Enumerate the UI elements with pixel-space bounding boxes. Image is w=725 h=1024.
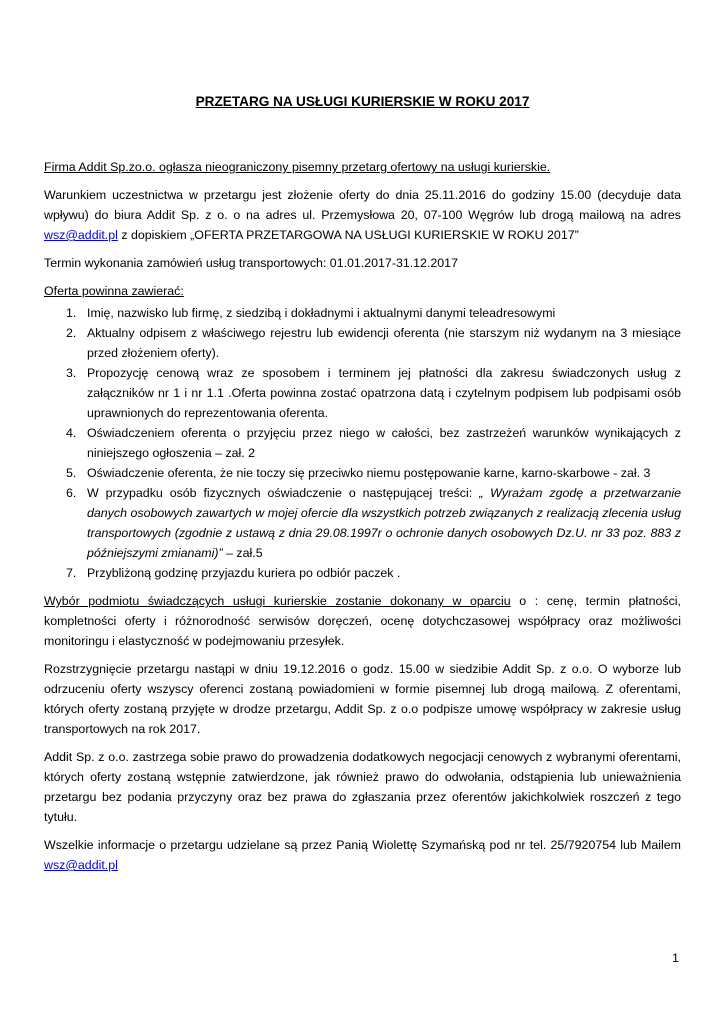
- list-item-text: W przypadku osób fizycznych oświadczenie o następującej treści:: [87, 486, 480, 500]
- term-paragraph: Termin wykonania zamówień usług transportowych: 01.01.2017-31.12.2017: [44, 256, 458, 270]
- list-item-text-after: – zał.5: [222, 546, 263, 560]
- list-item-text: Imię, nazwisko lub firmę, z siedzibą i dokładnymi i aktualnymi danymi teleadresowymi: [87, 306, 556, 320]
- page-number: 1: [672, 951, 679, 965]
- list-item-text: Oświadczeniem oferenta o przyjęciu przez niego w całości, bez zastrzeżeń warunków wynikających z niniejszego ogłoszenia – zał. 2: [87, 426, 681, 460]
- contact-email-link[interactable]: wsz@addit.pl: [44, 858, 118, 872]
- list-item: [44, 323, 681, 363]
- list-item: [44, 363, 681, 423]
- list-item-number: 3.: [66, 366, 77, 380]
- list-item-text: Propozycję cenową wraz ze sposobem i terminem jej płatności dla zakresu świadczonych usług z załączników nr 1 i nr 1.1 .Oferta powinna zostać opatrzona datą i czytelnym podpisem lub podpisami osób uprawnionych do reprezentowania oferenta.: [87, 366, 681, 420]
- list-item: [44, 463, 681, 483]
- intro-paragraph: Firma Addit Sp.zo.o. ogłasza nieograniczony pisemny przetarg ofertowy na usługi kurierskie.: [44, 160, 551, 174]
- list-item-number: 4.: [66, 426, 77, 440]
- conditions-text: Warunkiem uczestnictwa w przetargu jest złożenie oferty do dnia 25.11.2016 do godziny 15.00 (decyduje data wpływu) do biura Addit Sp. z o. o na adres ul. Przemysłowa 20, 07-100 Węgrów lub drogą mailową na adres: [44, 188, 681, 222]
- offer-heading: [44, 281, 681, 301]
- list-item-number: 1.: [66, 306, 77, 320]
- contact-paragraph: [44, 835, 681, 875]
- list-item: [44, 563, 681, 583]
- list-item-number: 2.: [66, 326, 77, 340]
- document-title: PRZETARG NA USŁUGI KURIERSKIE W ROKU 2017: [195, 94, 530, 109]
- list-item-number: 6.: [66, 486, 77, 500]
- reservation-paragraph: Addit Sp. z o.o. zastrzega sobie prawo do prowadzenia dodatkowych negocjacji cenowych z wybranymi oferentami, których oferty zostaną wstępnie zatwierdzone, jak również prawo do odwołania, odstąpienia lub unieważnienia przetargu bez podania przyczyny oraz bez prawa do zgłaszania przez oferentów jakichkolwiek roszczeń z tego tytułu.: [44, 750, 681, 824]
- list-item-text: Aktualny odpisem z właściwego rejestru lub ewidencji oferenta (nie starszym niż wydanym na 3 miesiące przed złożeniem oferty).: [87, 326, 681, 360]
- conditions-paragraph: [44, 185, 681, 245]
- list-item-number: 7.: [66, 566, 77, 580]
- list-item-text: Przybliżoną godzinę przyjazdu kuriera po odbiór paczek .: [87, 566, 401, 580]
- consent-statement: „ Wyrażam zgodę a przetwarzanie danych osobowych zawartych w mojej ofercie dla wszystkich potrzeb związanych z realizacją zlecenia usług transportowych (zgodnie z ustawą z dnia 29.08.1997r o ochronie danych osobowych Dz.U. nr 33 poz. 883 z późniejszymi zmianami)”: [87, 486, 681, 560]
- selection-paragraph: [44, 591, 681, 651]
- list-item: [44, 303, 681, 323]
- offer-heading-text: Oferta powinna zawierać: [44, 284, 181, 298]
- selection-text: o : cenę, termin płatności, kompletności oferty i różnorodność serwisów doręczeń, ocenę dotychczasowej współpracy oraz możliwości monitoringu i elastyczność w podejmowaniu przesyłek.: [44, 594, 681, 648]
- contact-text: Wszelkie informacje o przetargu udzielane są przez Panią Wiolettę Szymańską pod nr tel. 25/7920754 lub Mailem: [44, 838, 681, 852]
- list-item: [44, 423, 681, 463]
- conditions-text-after: z dopiskiem „OFERTA PRZETARGOWA NA USŁUGI KURIERSKIE W ROKU 2017”: [117, 228, 579, 242]
- list-item-number: 5.: [66, 466, 77, 480]
- offer-requirements-list: [44, 303, 681, 583]
- list-item-text: Oświadczenie oferenta, że nie toczy się przeciwko niemu postępowanie karne, karno-skarbowe - zał. 3: [87, 466, 651, 480]
- offer-heading-colon: :: [180, 284, 184, 298]
- resolution-paragraph: Rozstrzygnięcie przetargu nastąpi w dniu 19.12.2016 o godz. 15.00 w siedzibie Addit Sp. z o.o. O wyborze lub odrzuceniu oferty wszyscy oferenci zostaną powiadomieni w formie pisemnej lub drogą mailową. Z oferentami, których oferty zostaną przyjęte w drodze przetargu, Addit Sp. z o.o podpisze umowę współpracy w zakresie usług transportowych na rok 2017.: [44, 662, 681, 736]
- selection-underlined: Wybór podmiotu świadczących usługi kurierskie zostanie dokonany w oparciu: [44, 594, 511, 608]
- email-link[interactable]: wsz@addit.pl: [44, 228, 118, 242]
- document-body: [44, 157, 681, 883]
- list-item: [44, 483, 681, 563]
